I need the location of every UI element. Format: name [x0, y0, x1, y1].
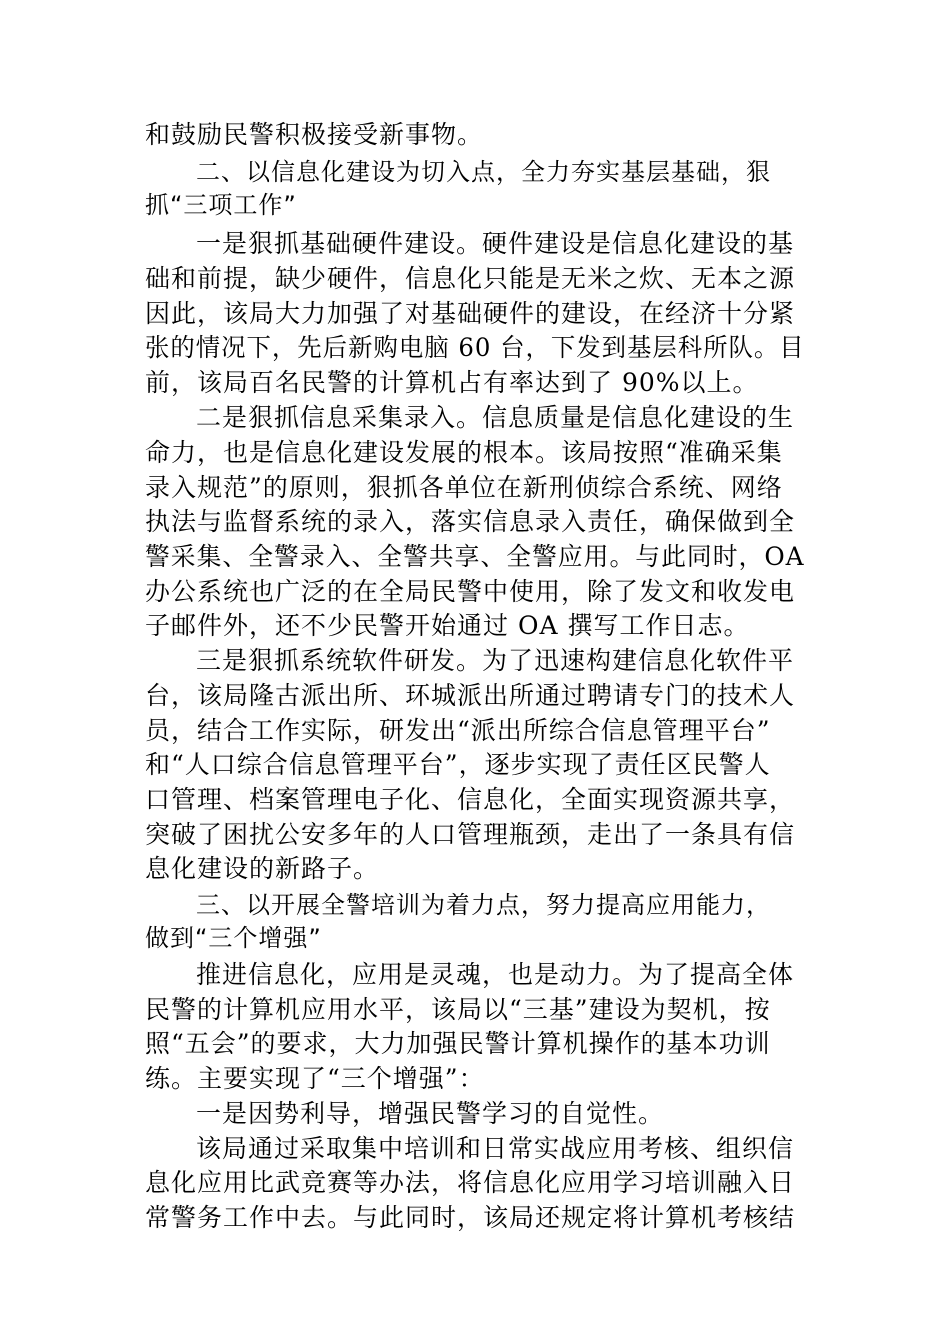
paragraph-line: 和鼓励民警积极接受新事物。 — [145, 120, 484, 149]
paragraph-line: 警采集、全警录入、全警共享、全警应用。与此同时，OA — [145, 542, 805, 571]
paragraph-line: 突破了困扰公安多年的人口管理瓶颈，走出了一条具有信 — [145, 820, 796, 849]
paragraph-line: 该局通过采取集中培训和日常实战应用考核、组织信 — [196, 1134, 795, 1163]
paragraph-line: 民警的计算机应用水平，该局以“三基”建设为契机，按 — [145, 995, 771, 1024]
paragraph-line: 一是因势利导，增强民警学习的自觉性。 — [196, 1099, 665, 1128]
paragraph-line: 办公系统也广泛的在全局民警中使用，除了发文和收发电 — [145, 577, 796, 606]
paragraph-line: 常警务工作中去。与此同时，该局还规定将计算机考核结 — [145, 1203, 796, 1232]
paragraph-line: 录入规范”的原则，狠抓各单位在新刑侦综合系统、网络 — [145, 473, 783, 502]
paragraph-line: 张的情况下，先后新购电脑 60 台，下发到基层科所队。目 — [145, 333, 805, 362]
section-heading: 三、以开展全警培训为着力点，努力提高应用能力， — [196, 891, 771, 919]
paragraph-line: 命力，也是信息化建设发展的根本。该局按照“准确采集 — [145, 438, 783, 467]
section-heading: 做到“三个增强” — [145, 924, 322, 952]
paragraph-line: 二是狠抓信息采集录入。信息质量是信息化建设的生 — [196, 403, 795, 432]
paragraph-line: 子邮件外，还不少民警开始通过 OA 撰写工作日志。 — [145, 611, 750, 640]
paragraph-line: 和“人口综合信息管理平台”，逐步实现了责任区民警人 — [145, 750, 771, 779]
paragraph-line: 执法与监督系统的录入，落实信息录入责任，确保做到全 — [145, 507, 796, 536]
paragraph-line: 础和前提，缺少硬件，信息化只能是无米之炊、无本之源 — [145, 264, 796, 293]
paragraph-line: 息化建设的新路子。 — [145, 854, 380, 883]
paragraph-line: 息化应用比武竞赛等办法，将信息化应用学习培训融入日 — [145, 1168, 796, 1197]
paragraph-line: 台，该局隆古派出所、环城派出所通过聘请专门的技术人 — [145, 681, 796, 710]
paragraph-line: 前，该局百名民警的计算机占有率达到了 90%以上。 — [145, 368, 759, 397]
paragraph-line: 口管理、档案管理电子化、信息化，全面实现资源共享， — [145, 785, 796, 814]
section-heading: 二、以信息化建设为切入点，全力夯实基层基础，狠 — [196, 158, 771, 186]
paragraph-line: 一是狠抓基础硬件建设。硬件建设是信息化建设的基 — [196, 229, 795, 258]
paragraph-line: 因此，该局大力加强了对基础硬件的建设，在经济十分紧 — [145, 299, 796, 328]
paragraph-line: 员，结合工作实际，研发出“派出所综合信息管理平台” — [145, 716, 771, 745]
paragraph-line: 推进信息化，应用是灵魂，也是动力。为了提高全体 — [196, 960, 795, 989]
paragraph-line: 练。主要实现了“三个增强”： — [145, 1064, 485, 1093]
paragraph-line: 三是狠抓系统软件研发。为了迅速构建信息化软件平 — [196, 646, 795, 675]
paragraph-line: 照“五会”的要求，大力加强民警计算机操作的基本功训 — [145, 1029, 771, 1058]
section-heading: 抓“三项工作” — [145, 191, 297, 219]
